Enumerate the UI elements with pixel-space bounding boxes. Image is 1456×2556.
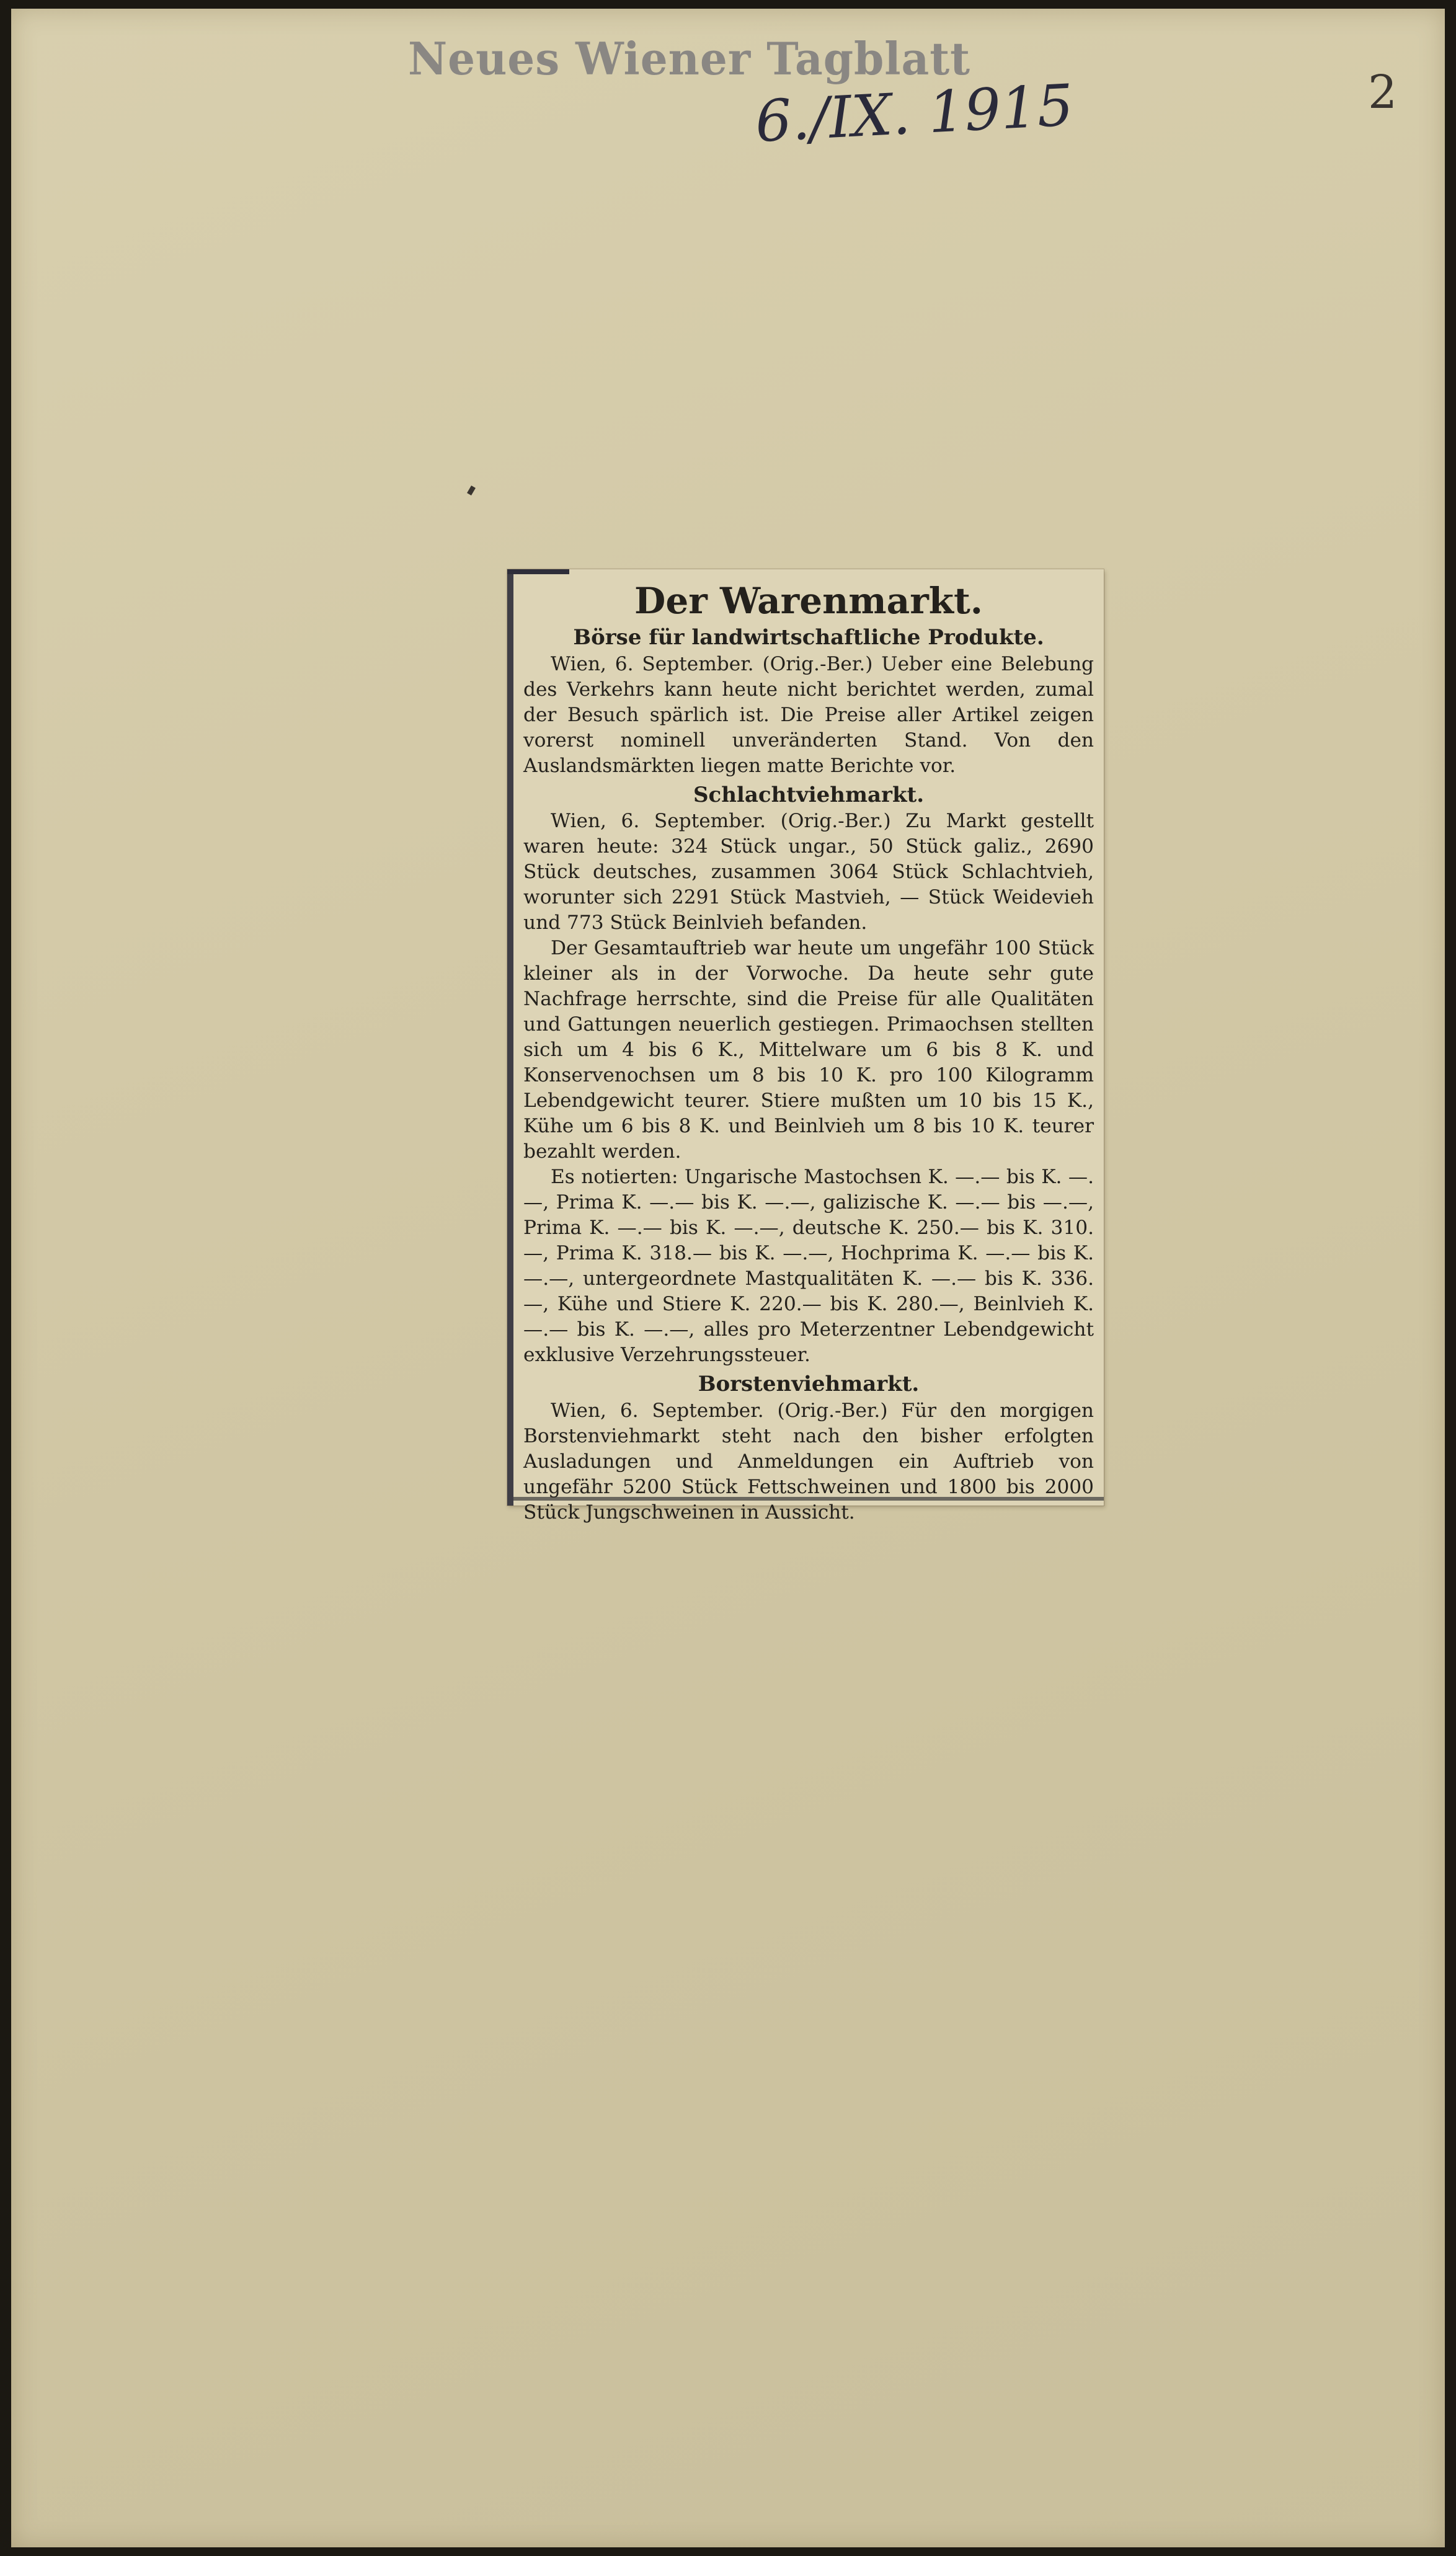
section-heading: Börse für landwirtschaftliche Produkte. — [573, 624, 1044, 650]
section-paragraph: Es notierten: Ungarische Mastochsen K. —.— bis K. —.—, Prima K. —.— bis K. —.—, galizische K. —.— bis —.—, Prima K. —.— bis K. —.—, deutsche K. 250.— bis K. 310.—, Prima K. 318.— bis K. —.—, Hochprima K. —.— bis K. —.—, untergeordnete Mastqualitäten K. —.— bis K. 336.—, Kühe und Stiere K. 220.— bis K. 280.—, Beinlvieh K. —.— bis K. —.—, alles pro Meterzentner Lebendgewicht exklusive Verzehrungssteuer. — [523, 1166, 1094, 1367]
clipping-title: Der Warenmarkt. — [634, 580, 983, 622]
section-paragraph: Wien, 6. September. (Orig.-Ber.) Für den morgigen Borstenviehmarkt steht nach den bisher erfolgten Ausladungen und Anmeldungen ein Auftrieb von ungefähr 5200 Stück Fettschweinen und 1800 bis 2000 Stück Jungschweinen in Aussicht. — [523, 1400, 1094, 1524]
clipping-top-rule — [507, 569, 569, 574]
handwritten-date: 6./IX. 1915 — [753, 72, 1075, 155]
section-paragraph: Wien, 6. September. (Orig.-Ber.) Ueber eine Belebung des Verkehrs kann heute nicht berichtet werden, zumal der Besuch spärlich ist. Die Preise aller Artikel zeigen vorerst nominell unveränderten Stand. Von den Auslandsmärkten liegen matte Berichte vor. — [523, 652, 1094, 777]
section-heading: Borstenviehmarkt. — [698, 1372, 920, 1397]
newspaper-clipping — [507, 569, 1104, 1524]
archive-sheet — [11, 9, 1445, 2547]
section-paragraph: Der Gesamtauftrieb war heute um ungefähr 100 Stück kleiner als in der Vorwoche. Da heute sehr gute Nachfrage herrschte, sind die Preise für alle Qualitäten und Gattungen neuerlich gestiegen. Primaochsen stellten sich um 4 bis 6 K., Mittelware um 6 bis 8 K. und Konservenochsen um 8 bis 10 K. pro 100 Kilogramm Lebendgewicht teurer. Stiere mußten um 10 bis 15 K., Kühe um 6 bis 8 K. und Beinlvieh um 8 bis 10 K. teurer bezahlt werden. — [523, 937, 1094, 1163]
clipping-text-column — [523, 575, 1094, 1525]
folio-number: 2 — [1368, 66, 1398, 119]
section-heading: Schlachtviehmarkt. — [693, 782, 925, 807]
pencil-mark — [467, 486, 476, 495]
clipping-left-rule — [507, 569, 513, 1506]
section-paragraph: Wien, 6. September. (Orig.-Ber.) Zu Markt gestellt waren heute: 324 Stück ungar., 50 Stück galiz., 2690 Stück deutsches, zusammen 3064 Stück Schlachtvieh, worunter sich 2291 Stück Mastvieh, — Stück Weidevieh und 773 Stück Beinlvieh befanden. — [523, 810, 1094, 934]
newspaper-name-stamp: Neues Wiener Tagblatt — [408, 32, 971, 85]
